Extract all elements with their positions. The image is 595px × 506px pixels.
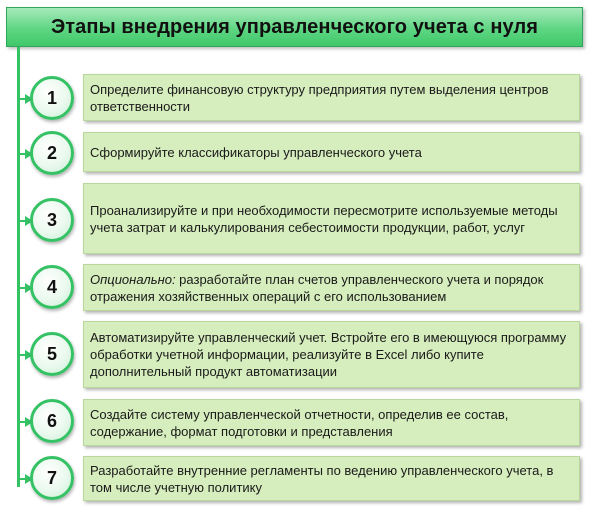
step-description: Разработайте внутренние регламенты по ведению управленческого учета, в том числе учетную политику — [90, 462, 554, 495]
title-banner — [6, 7, 583, 47]
step-box-3 — [83, 183, 580, 254]
step-box-6 — [83, 399, 580, 446]
step-emphasis: Опционально: — [90, 271, 176, 287]
step-circle-4 — [30, 265, 74, 309]
step-description: Сформируйте классификаторы управленческого учета — [90, 144, 422, 160]
step-description: Определите финансовую структуру предприятия путем выделения центров ответственности — [90, 81, 549, 114]
step-box-5 — [83, 321, 580, 388]
step-number: 4 — [46, 276, 57, 297]
step-number: 3 — [46, 209, 57, 230]
step-description: Автоматизируйте управленческий учет. Встройте его в имеющуюся программу обработки учетной информации, реализуйте в Excel либо купите дополнительный продукт автоматизации — [90, 330, 567, 379]
step-number: 1 — [46, 87, 57, 108]
step-box-2 — [83, 132, 580, 172]
step-box-7 — [83, 456, 580, 501]
step-text — [90, 202, 573, 236]
diagram-title: Этапы внедрения управленческого учета с нуля — [50, 15, 539, 38]
step-circle-1 — [30, 76, 74, 120]
step-circle-3 — [30, 198, 74, 242]
step-circle-6 — [30, 399, 74, 443]
step-number: 5 — [46, 343, 57, 364]
step-description: Создайте систему управленческой отчетности, определив ее состав, содержание, формат подготовки и представления — [90, 406, 509, 439]
step-number: 6 — [46, 410, 57, 431]
step-number: 7 — [46, 467, 57, 488]
step-description: Проанализируйте и при необходимости пересмотрите используемые методы учета затрат и калькулирования себестоимости продукции, работ, услуг — [90, 202, 558, 235]
step-text — [90, 271, 573, 305]
step-text — [90, 329, 573, 380]
step-description: разработайте план счетов управленческого учета и порядок отражения хозяйственных операций с его использованием — [90, 271, 544, 304]
step-box-4 — [83, 264, 580, 311]
step-circle-5 — [30, 332, 74, 376]
step-box-1 — [83, 74, 580, 121]
step-text — [90, 144, 422, 161]
step-text — [90, 406, 573, 440]
step-text — [90, 462, 573, 496]
step-circle-7 — [30, 456, 74, 500]
step-number: 2 — [46, 142, 57, 163]
step-text — [90, 81, 573, 115]
step-circle-2 — [30, 131, 74, 175]
